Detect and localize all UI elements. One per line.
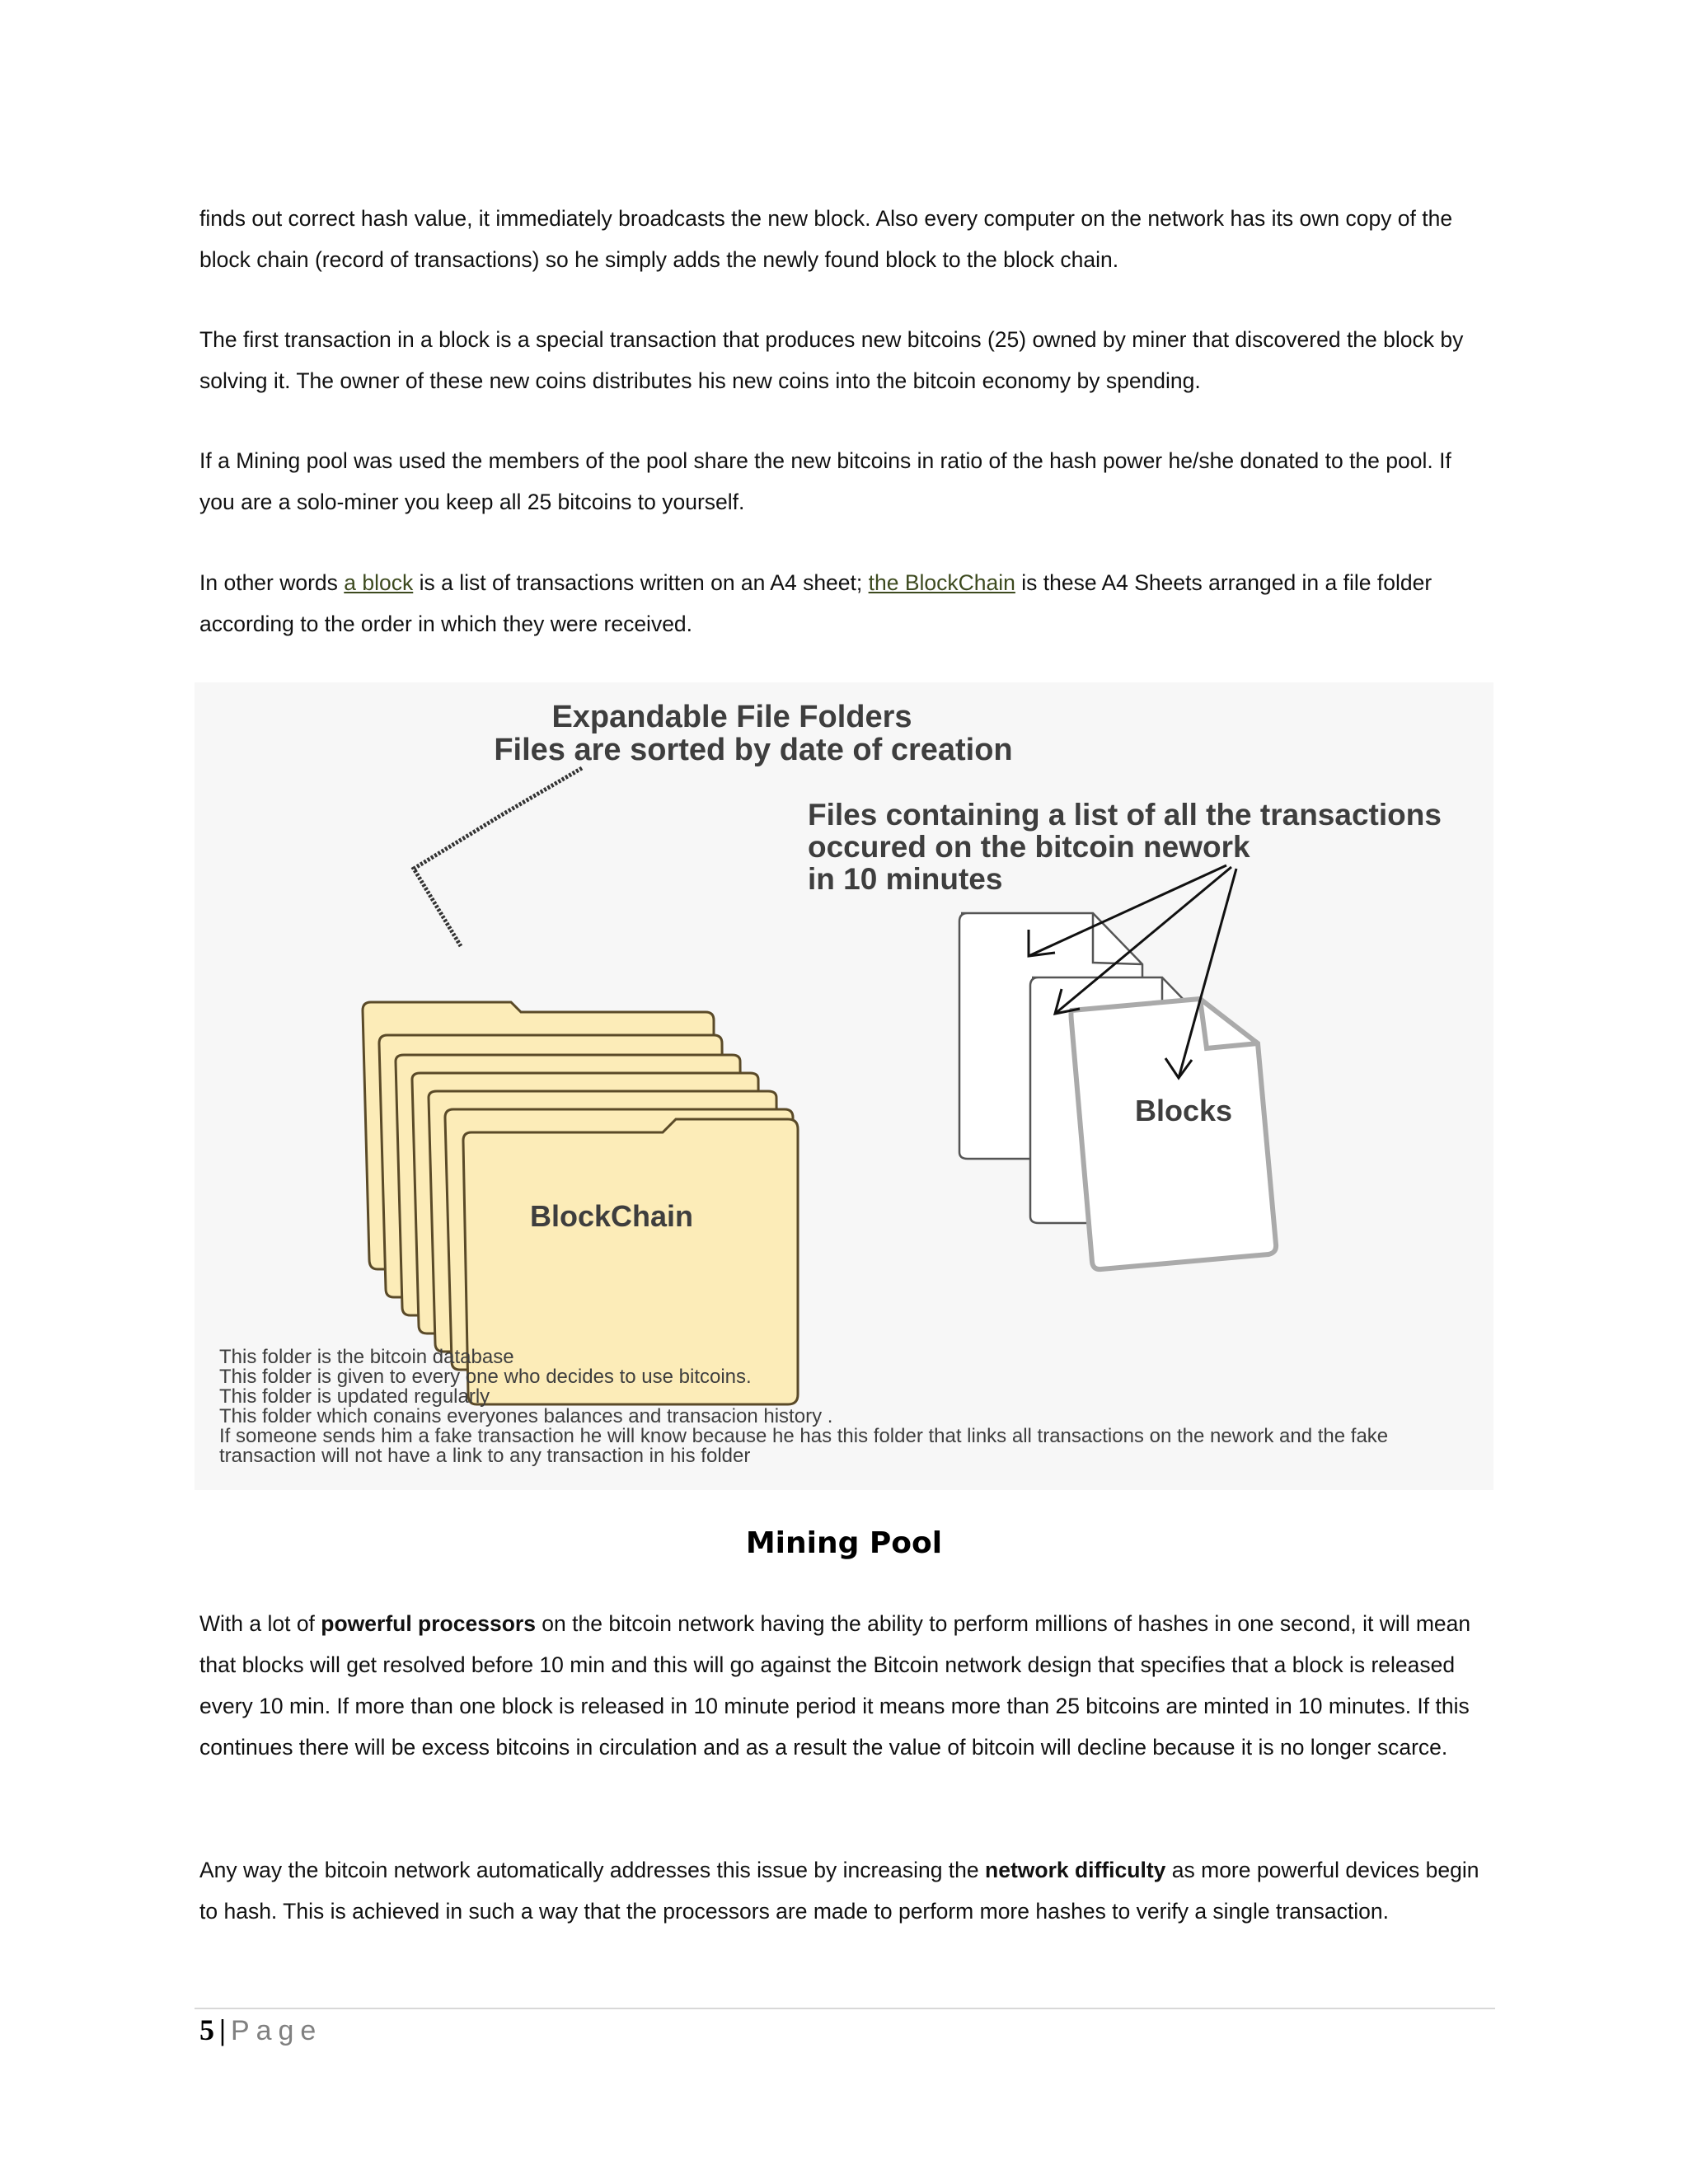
document-front — [1071, 999, 1277, 1269]
page-footer — [199, 2013, 322, 2047]
paragraph-other-words — [199, 562, 1490, 644]
text-run: With a lot of — [199, 1611, 321, 1636]
arrow-1 — [1029, 865, 1226, 956]
section-heading: Mining Pool — [745, 1526, 943, 1560]
text-run: is a list of transactions written on an A4 sheet; — [413, 570, 869, 595]
text-run: In other words — [199, 570, 345, 595]
pointer-line — [414, 768, 582, 946]
paragraph-text: finds out correct hash value, it immediately broadcasts the new block. Also every computer on the network has its own copy of the block chain (record of transactions) so he simply adds the newly found block to the block chain. — [199, 206, 1453, 272]
illustration-svg — [195, 682, 1493, 1490]
figure-title-line2: Files are sorted by date of creation — [494, 733, 1013, 767]
note-line: This folder is the bitcoin database — [219, 1346, 514, 1368]
footer-separator: | — [219, 2013, 226, 2046]
paragraph-text — [199, 562, 1490, 644]
paragraph-mining-pool-share — [199, 440, 1490, 523]
blockchain-folder-illustration — [195, 682, 1493, 1490]
paragraph-text: The first transaction in a block is a special transaction that produces new bitcoins (25) owned by miner that discovered the block by solving it. The owner of these new coins distributes his new coins into the bitcoin economy by spending. — [199, 327, 1464, 393]
paragraph-broadcast — [199, 198, 1490, 280]
paragraph-text — [199, 1849, 1490, 1932]
paragraph-powerful-processors — [199, 1603, 1490, 1768]
text-run: on the bitcoin network having the ability to perform millions of hashes in one second, it will mean that blocks will get resolved before 10 min and this will go against the Bitcoin network design that specifies that a block is released every 10 min. If more than one block is released in 10 minute period it means more than 25 bitcoins are minted in 10 minutes. If this continues there will be excess bitcoins in circulation and as a result the value of bitcoin will decline because it is no longer scarce. — [199, 1611, 1471, 1760]
page-word: Page — [230, 2015, 323, 2046]
files-caption-line1: Files containing a list of all the transactions — [808, 798, 1442, 832]
blocks-label: Blocks — [1134, 1094, 1233, 1127]
text-run: as more powerful devices begin to hash. This is achieved in such a way that the processors are made to perform more hashes to verify a single transaction. — [199, 1858, 1479, 1924]
note-line: This folder is updated regularly — [219, 1385, 490, 1408]
link-the-blockchain[interactable]: the BlockChain — [868, 570, 1015, 595]
figure-title-line1: Expandable File Folders — [551, 700, 912, 734]
bold-text: network difficulty — [985, 1858, 1166, 1882]
paragraph-text: If a Mining pool was used the members of the pool share the new bitcoins in ratio of the hash power he/she donated to the pool. If you are a solo-miner you keep all 25 bitcoins to yourself. — [199, 448, 1451, 514]
bold-text: powerful processors — [321, 1611, 536, 1636]
files-caption-line3: in 10 minutes — [808, 862, 1003, 896]
note-line: transaction will not have a link to any transaction in his folder — [219, 1445, 751, 1467]
page-number: 5 — [199, 2013, 214, 2046]
folder-label: BlockChain — [529, 1199, 694, 1233]
link-a-block[interactable]: a block — [344, 570, 414, 595]
note-line: This folder which conains everyones balances and transacion history . — [219, 1405, 833, 1427]
paragraph-first-transaction — [199, 319, 1490, 401]
folder-notes — [219, 1346, 1388, 1467]
note-line: If someone sends him a fake transaction he will know because he has this folder that links all transactions on the nework and the fake — [219, 1425, 1389, 1447]
paragraph-text — [199, 1603, 1490, 1768]
note-line: This folder is given to every one who decides to use bitcoins. — [219, 1366, 752, 1388]
text-run: Any way the bitcoin network automatically addresses this issue by increasing the — [199, 1858, 986, 1882]
files-caption-line2: occured on the bitcoin nework — [808, 830, 1250, 864]
paragraph-network-difficulty — [199, 1849, 1490, 1932]
footer-divider — [195, 2008, 1495, 2009]
text-run: is these A4 Sheets arranged in a file folder according to the order in which they were received. — [199, 570, 1432, 636]
